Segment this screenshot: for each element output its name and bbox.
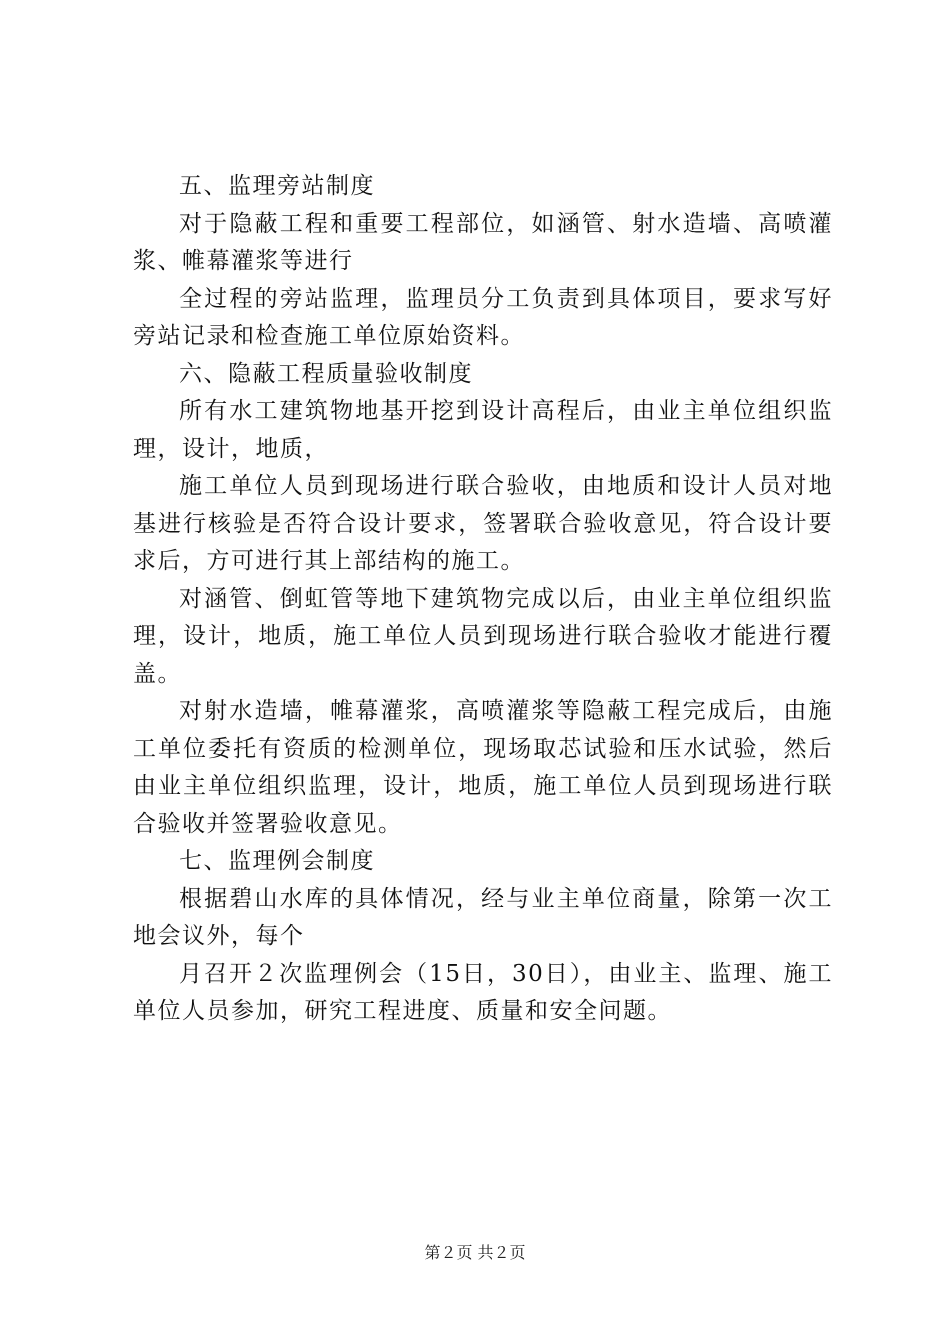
paragraph: 所有水工建筑物地基开挖到设计高程后，由业主单位组织监理，设计，地质， [133, 398, 833, 462]
paragraph: 月召开２次监理例会（15日，30日），由业主、监理、施工单位人员参加，研究工程进度、质量和安全问题。 [133, 960, 833, 1024]
document-body [133, 168, 833, 1031]
section-heading-7: 七、监理例会制度 [179, 848, 375, 874]
paragraph: 对涵管、倒虹管等地下建筑物完成以后，由业主单位组织监理，设计，地质，施工单位人员到现场进行联合验收才能进行覆盖。 [133, 585, 833, 687]
paragraph: 对于隐蔽工程和重要工程部位，如涵管、射水造墙、高喷灌浆、帷幕灌浆等进行 [133, 210, 833, 274]
paragraph: 全过程的旁站监理，监理员分工负责到具体项目，要求写好旁站记录和检查施工单位原始资料。 [133, 285, 833, 349]
paragraph: 根据碧山水库的具体情况，经与业主单位商量，除第一次工地会议外，每个 [133, 885, 833, 949]
section-heading-6: 六、隐蔽工程质量验收制度 [179, 360, 473, 387]
paragraph: 施工单位人员到现场进行联合验收，由地质和设计人员对地基进行核验是否符合设计要求，签署联合验收意见，符合设计要求后，方可进行其上部结构的施工。 [133, 473, 833, 574]
page-number-footer: 第２页 共２页 [424, 1243, 526, 1262]
paragraph: 对射水造墙，帷幕灌浆，高喷灌浆等隐蔽工程完成后，由施工单位委托有资质的检测单位，现场取芯试验和压水试验，然后由业主单位组织监理，设计，地质，施工单位人员到现场进行联合验收并签署验收意见。 [133, 698, 833, 837]
section-heading-5: 五、监理旁站制度 [179, 173, 375, 199]
